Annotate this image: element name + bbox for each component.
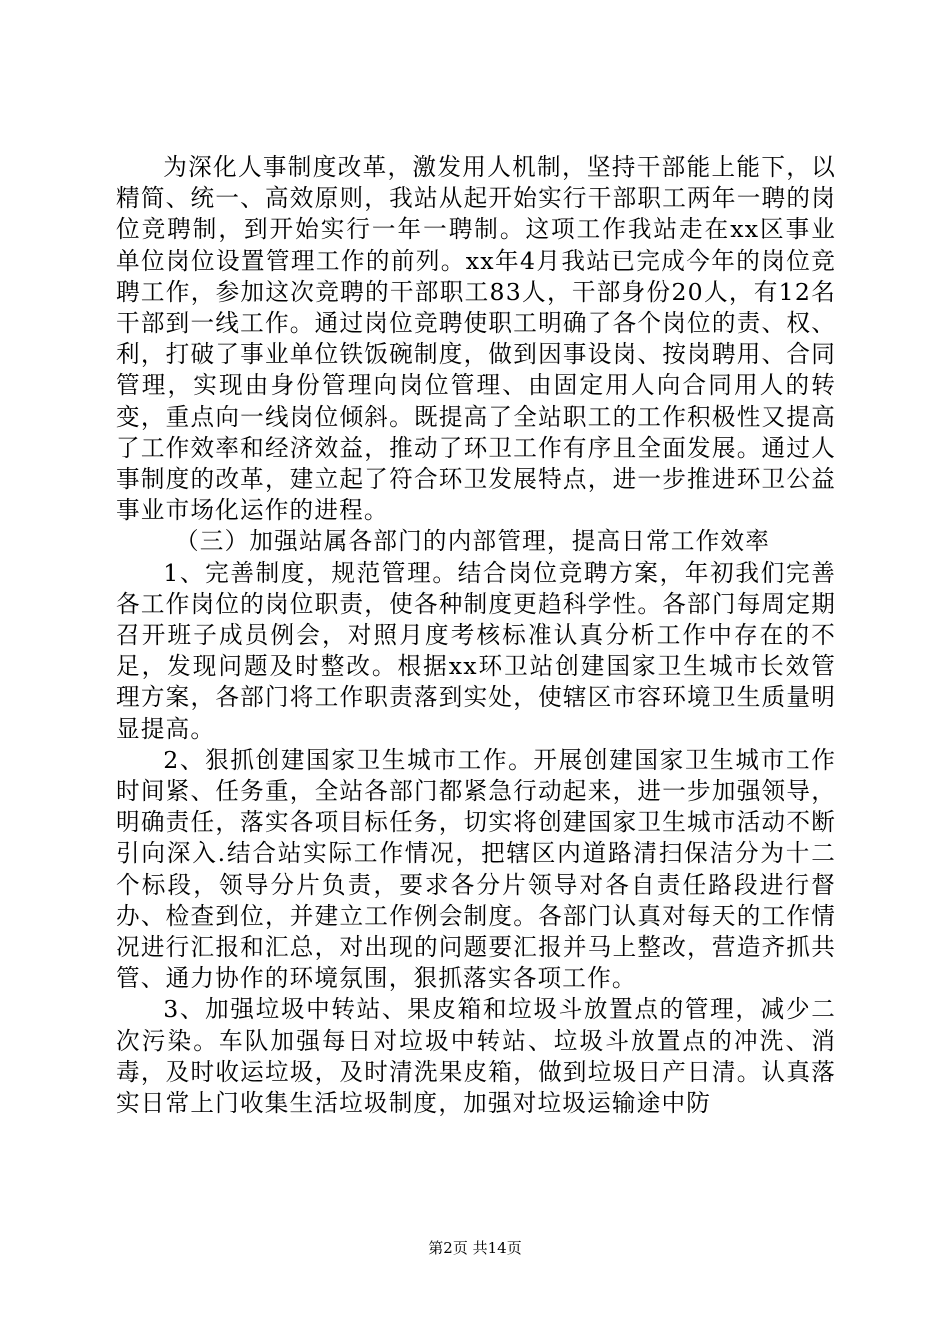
page-number-footer: 第2页 共14页 <box>428 1239 522 1257</box>
section-heading-internal-management: （三）加强站属各部门的内部管理，提高日常工作效率 <box>175 527 771 556</box>
paragraph-sanitary-city: 2、狠抓创建国家卫生城市工作。开展创建国家卫生城市工作时间紧、任务重，全站各部门都紧急行动起来，进一步加强领导，明确责任，落实各项目标任务，切实将创建国家卫生城市活动不断引向深入.结合站实际工作情况，把辖区内道路清扫保洁分为十二个标段，领导分片负责，要求各分片领导对各自责任路段进行督办、检查到位，并建立工作例会制度。各部门认真对每天的工作情况进行汇报和汇总，对出现的问题要汇报并马上整改，营造齐抓共管、通力协作的环境氛围，狠抓落实各项工作。 <box>116 745 836 993</box>
paragraph-garbage-transfer: 3、加强垃圾中转站、果皮箱和垃圾斗放置点的管理，减少二次污染。车队加强每日对垃圾中转站、垃圾斗放置点的冲洗、消毒，及时收运垃圾，及时清洗果皮箱，做到垃圾日产日清。认真落实日常上门收集生活垃圾制度，加强对垃圾运输途中防 <box>116 995 836 1118</box>
document-body <box>116 152 836 1119</box>
paragraph-improve-system: 1、完善制度，规范管理。结合岗位竞聘方案，年初我们完善各工作岗位的岗位职责，使各种制度更趋科学性。各部门每周定期召开班子成员例会，对照月度考核标准认真分析工作中存在的不足，发现问题及时整改。根据xx环卫站创建国家卫生城市长效管理方案，各部门将工作职责落到实处，使辖区市容环境卫生质量明显提高。 <box>116 558 836 743</box>
paragraph-personnel-reform: 为深化人事制度改革，激发用人机制，坚持干部能上能下，以精简、统一、高效原则，我站从起开始实行干部职工两年一聘的岗位竞聘制，到开始实行一年一聘制。这项工作我站走在xx区事业单位岗位设置管理工作的前列。xx年4月我站已完成今年的岗位竞聘工作，参加这次竞聘的干部职工83人，干部身份20人，有12名干部到一线工作。通过岗位竞聘使职工明确了各个岗位的责、权、利，打破了事业单位铁饭碗制度，做到因事设岗、按岗聘用、合同管理，实现由身份管理向岗位管理、由固定用人向合同用人的转变，重点向一线岗位倾斜。既提高了全站职工的工作积极性又提高了工作效率和经济效益，推动了环卫工作有序且全面发展。通过人事制度的改革，建立起了符合环卫发展特点，进一步推进环卫公益事业市场化运作的进程。 <box>116 153 836 525</box>
